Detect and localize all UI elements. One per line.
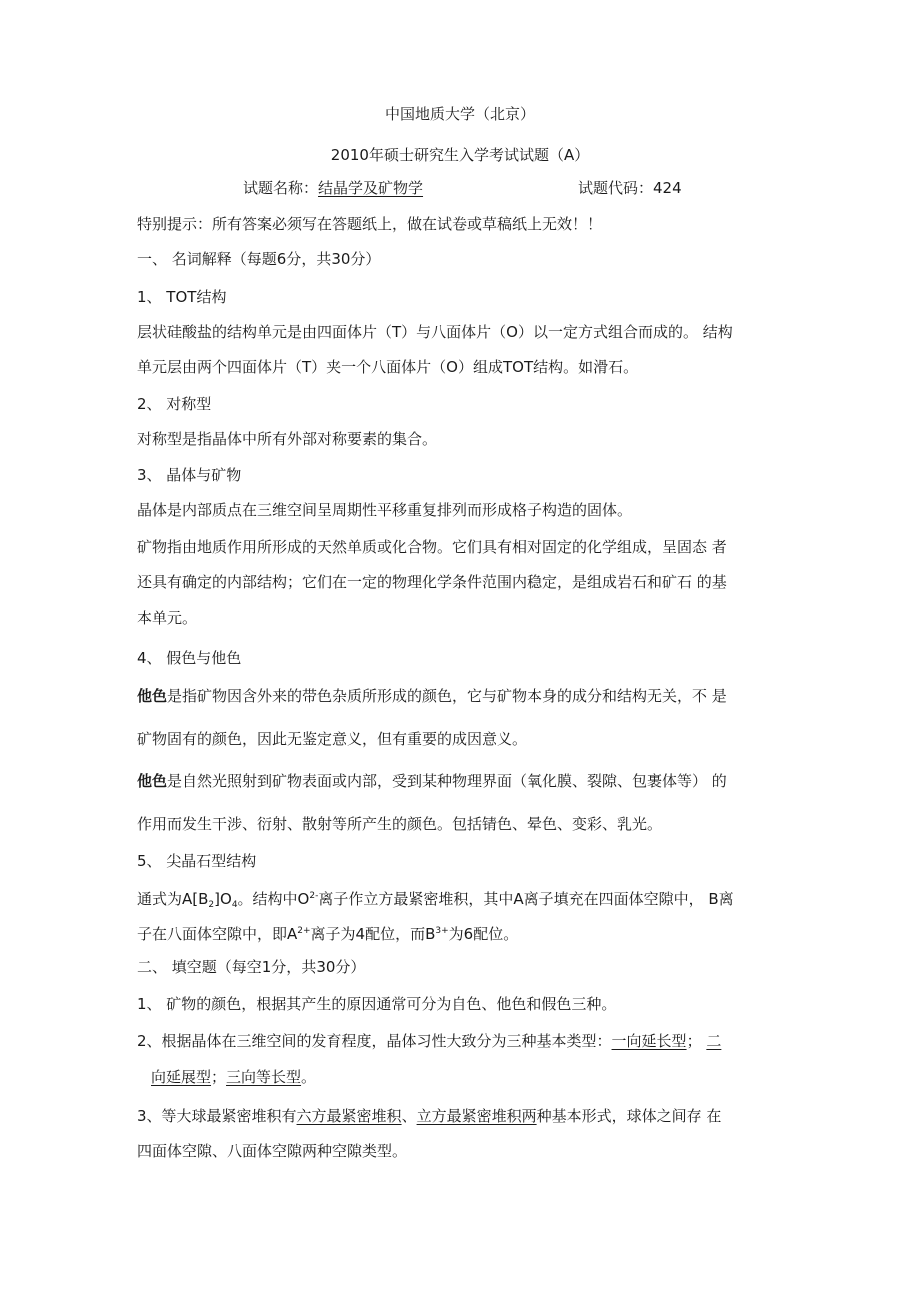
q5-answer-line2	[137, 921, 518, 944]
q1-answer-line1: 层状硅酸盐的结构单元是由四面体片（T）与八面体片（O）以一定方式组合而成的。 结构	[137, 323, 733, 341]
q5-title: 5、 尖晶石型结构	[137, 852, 257, 870]
q4-p1-line1	[137, 686, 727, 706]
q4-p1-line2: 矿物固有的颜色，因此无鉴定意义，但有重要的成因意义。	[137, 730, 528, 748]
subject-label: 试题名称：	[243, 179, 319, 197]
fill-q2-answer3: 三向等长型	[226, 1068, 302, 1086]
q5-text-a: 通式为A[B	[137, 890, 209, 908]
q3-title: 3、 晶体与矿物	[137, 466, 242, 484]
q5-text-b: ]O	[214, 890, 232, 908]
exam-title: 2010年硕士研究生入学考试试题（A）	[330, 146, 590, 164]
fill-q2-prefix: 2、根据晶体在三维空间的发育程度，晶体习性大致分为三种基本类型：	[137, 1032, 612, 1050]
q5-answer-line1	[137, 886, 734, 915]
university-title: 中国地质大学（北京）	[384, 105, 535, 123]
fill-q2-sep2: ；	[211, 1068, 227, 1086]
subject-name: 结晶学及矿物学	[318, 179, 424, 197]
q5-superscript-2minus: 2-	[309, 891, 319, 901]
q5-text-g: 为6配位。	[448, 925, 519, 943]
special-notice: 特别提示：所有答案必须写在答题纸上，做在试卷或草稿纸上无效！！	[137, 215, 603, 233]
fill-q3-line1	[137, 1106, 721, 1126]
fill-q2-answer1: 一向延长型	[611, 1032, 687, 1050]
fill-q3-sep: 、	[401, 1107, 417, 1125]
section2-title: 二、 填空题（每空1分，共30分）	[137, 958, 366, 976]
q1-answer-line2: 单元层由两个四面体片（T）夹一个八面体片（O）组成TOT结构。如滑石。	[137, 358, 639, 376]
fill-q2-line1	[137, 1031, 721, 1051]
code-label: 试题代码：	[578, 179, 654, 197]
fill-q1: 1、 矿物的颜色，根据其产生的原因通常可分为自色、他色和假色三种。	[137, 995, 617, 1013]
q4-title: 4、 假色与他色	[137, 649, 242, 667]
fill-q3-answer1: 六方最紧密堆积	[296, 1107, 402, 1125]
fill-q2-sep1: ；	[686, 1032, 707, 1050]
fill-q3-rest: 种基本形式，球体之间存 在	[536, 1107, 722, 1125]
q5-text-e: 子在八面体空隙中，即A	[137, 925, 298, 943]
q2-answer-line1: 对称型是指晶体中所有外部对称要素的集合。	[137, 430, 438, 448]
fill-q3-prefix: 3、等大球最紧密堆积有	[137, 1107, 297, 1125]
q4-p2-line2: 作用而发生干涉、衍射、散射等所产生的颜色。包括锖色、晕色、变彩、乳光。	[137, 815, 663, 833]
q5-subscript-2: 2	[208, 900, 215, 910]
q4-p2-term: 他色	[137, 772, 168, 790]
q3-answer-line1: 晶体是内部质点在三维空间呈周期性平移重复排列而形成格子构造的固体。	[137, 501, 633, 519]
q4-p2-line1	[137, 771, 727, 791]
q3-answer-line4: 本单元。	[137, 609, 198, 627]
q4-p2-text: 是自然光照射到矿物表面或内部，受到某种物理界面（氧化膜、裂隙、包裹体等） 的	[167, 772, 727, 790]
q5-text-d: 离子作立方最紧密堆积，其中A离子填充在四面体空隙中， B离	[318, 890, 734, 908]
fill-q2-end: 。	[301, 1068, 317, 1086]
q5-superscript-2plus: 2+	[297, 926, 311, 936]
q5-text-c: 。结构中O	[237, 890, 310, 908]
code-value: 424	[653, 179, 682, 197]
section1-title: 一、 名词解释（每题6分，共30分）	[137, 250, 381, 268]
q2-title: 2、 对称型	[137, 395, 212, 413]
q4-p1-text: 是指矿物因含外来的带色杂质所形成的颜色，它与矿物本身的成分和结构无关，不 是	[167, 687, 727, 705]
fill-q2-line2	[151, 1067, 316, 1087]
fill-q2-answer2-start: 二	[706, 1032, 722, 1050]
fill-q3-line2: 四面体空隙、八面体空隙两种空隙类型。	[137, 1142, 408, 1160]
q3-answer-line3: 还具有确定的内部结构；它们在一定的物理化学条件范围内稳定，是组成岩石和矿石 的基	[137, 573, 727, 591]
code-line	[578, 178, 682, 198]
subject-line	[243, 178, 423, 198]
fill-q3-answer2: 立方最紧密堆积两	[416, 1107, 537, 1125]
q4-p1-term: 他色	[137, 687, 168, 705]
q5-superscript-3plus: 3+	[435, 926, 449, 936]
fill-q2-answer2-end: 向延展型	[151, 1068, 212, 1086]
q5-subscript-4: 4	[231, 900, 238, 910]
q1-title: 1、 TOT结构	[137, 288, 227, 306]
q5-text-f: 离子为4配位，而B	[310, 925, 436, 943]
q3-answer-line2: 矿物指由地质作用所形成的天然单质或化合物。它们具有相对固定的化学组成，呈固态 者	[137, 538, 727, 556]
